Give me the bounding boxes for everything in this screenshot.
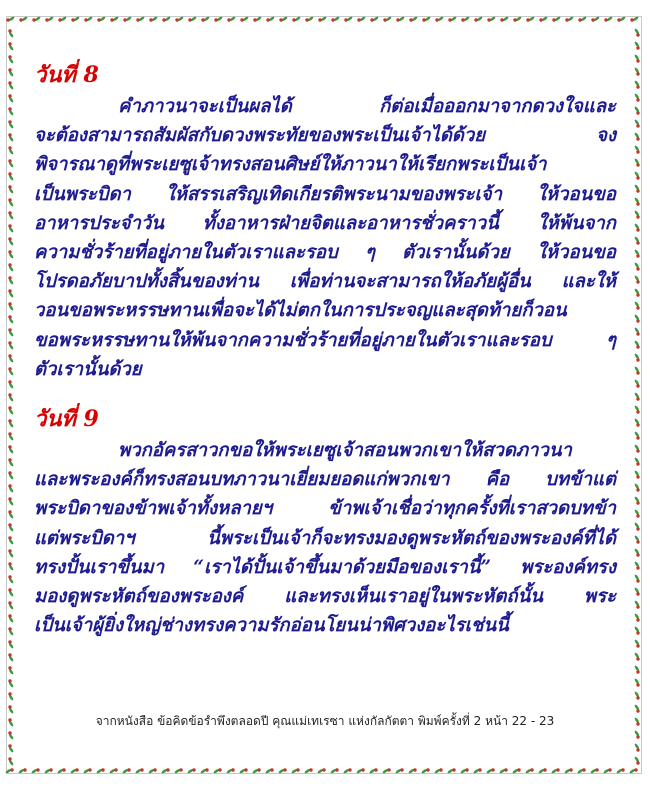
garland-motif: [8, 341, 14, 350]
garland-motif: [634, 600, 640, 609]
garland-motif: [226, 768, 235, 774]
garland-motif: [122, 768, 131, 774]
garland-motif: [57, 768, 66, 774]
garland-motif: [634, 158, 640, 167]
garland-motif: [8, 380, 14, 389]
garland-motif: [32, 16, 41, 22]
garland-motif: [31, 768, 40, 774]
garland-motif: [8, 159, 14, 168]
garland-motif: [8, 55, 14, 64]
section-heading: วันที่ 8: [34, 62, 99, 88]
garland-motif: [634, 574, 640, 583]
garland-motif: [5, 768, 14, 774]
garland-motif: [240, 16, 249, 22]
garland-motif: [8, 315, 14, 324]
garland-motif: [8, 458, 14, 467]
garland-motif: [617, 16, 626, 22]
garland-motif: [634, 626, 640, 635]
garland-motif: [634, 197, 640, 206]
garland-motif: [395, 768, 404, 774]
garland-motif: [162, 16, 171, 22]
garland-motif: [214, 16, 223, 22]
garland-motif: [634, 509, 640, 518]
garland-motif: [317, 768, 326, 774]
garland-motif: [634, 262, 640, 271]
garland-motif: [486, 768, 495, 774]
paragraph-line: ความชั่วร้ายที่อยู่ภายในตัวเราและรอบ ๆ ตัวเรานั้นด้วย ให้วอนขอ: [34, 242, 616, 264]
garland-motif: [291, 768, 300, 774]
garland-motif: [8, 172, 14, 181]
garland-motif: [8, 328, 14, 337]
garland-motif: [8, 250, 14, 259]
garland-motif: [279, 16, 288, 22]
garland-motif: [8, 614, 14, 623]
garland-motif: [408, 768, 417, 774]
garland-motif: [8, 497, 14, 506]
garland-motif: [539, 16, 548, 22]
garland-motif: [175, 16, 184, 22]
garland-motif: [8, 81, 14, 90]
paragraph-line: พระบิดาของข้าพเจ้าทั้งหลายฯ ข้าพเจ้าเชื่อว่าทุกครั้งที่เราสวดบทข้า: [34, 498, 616, 520]
garland-motif: [148, 768, 157, 774]
garland-motif: [634, 665, 640, 674]
garland-motif: [500, 16, 509, 22]
garland-motif: [552, 16, 561, 22]
garland-motif: [83, 768, 92, 774]
garland-motif: [634, 340, 640, 349]
garland-motif: [136, 16, 145, 22]
garland-motif: [8, 263, 14, 272]
garland-motif: [96, 768, 105, 774]
garland-motif: [8, 757, 14, 766]
garland-motif: [604, 16, 613, 22]
garland-motif: [6, 16, 15, 22]
garland-motif: [499, 768, 508, 774]
garland-motif: [45, 16, 54, 22]
garland-motif: [135, 768, 144, 774]
garland-motif: [526, 16, 535, 22]
garland-motif: [409, 16, 418, 22]
garland-motif: [565, 16, 574, 22]
garland-motif: [577, 768, 586, 774]
garland-motif: [200, 768, 209, 774]
garland-motif: [8, 42, 14, 51]
section-paragraph: [34, 92, 616, 384]
garland-motif: [634, 171, 640, 180]
garland-motif: [422, 16, 431, 22]
garland-motif: [512, 768, 521, 774]
garland-motif: [8, 562, 14, 571]
garland-motif: [634, 678, 640, 687]
garland-motif: [8, 445, 14, 454]
garland-motif: [525, 768, 534, 774]
garland-motif: [149, 16, 158, 22]
garland-motif: [634, 561, 640, 570]
garland-motif: [8, 731, 14, 740]
garland-motif: [84, 16, 93, 22]
garland-motif: [8, 536, 14, 545]
garland-motif: [634, 80, 640, 89]
paragraph-line: คำภาวนาจะเป็นผลได้ ก็ต่อเมื่อออกมาจากดวงใจและ: [118, 96, 616, 117]
garland-motif: [331, 16, 340, 22]
garland-motif: [8, 640, 14, 649]
garland-motif: [551, 768, 560, 774]
garland-motif: [343, 768, 352, 774]
garland-motif: [634, 54, 640, 63]
garland-motif: [634, 327, 640, 336]
garland-motif: [253, 16, 262, 22]
garland-motif: [396, 16, 405, 22]
garland-motif: [634, 730, 640, 739]
garland-motif: [8, 224, 14, 233]
garland-motif: [590, 768, 599, 774]
garland-motif: [634, 652, 640, 661]
garland-motif: [474, 16, 483, 22]
garland-motif: [634, 587, 640, 596]
garland-motif: [8, 289, 14, 298]
garland-motif: [292, 16, 301, 22]
garland-motif: [8, 107, 14, 116]
garland-motif: [634, 483, 640, 492]
garland-motif: [8, 276, 14, 285]
garland-motif: [616, 768, 625, 774]
paragraph-line: วอนขอพระหรรษทานเพื่อจะได้ไม่ตกในการประจญและสุดท้ายก็วอน: [34, 300, 567, 322]
paragraph-line: มองดูพระหัตถ์ของพระองค์ และทรงเห็นเราอยู่ในพระหัตถ์นั้น พระ: [34, 586, 616, 608]
garland-motif: [564, 768, 573, 774]
paragraph-line: เป็นเจ้าผู้ยิ่งใหญ่ช่างทรงความรักอ่อนโยนน่าพิศวงอะไรเช่นนี้: [34, 615, 509, 637]
garland-motif: [435, 16, 444, 22]
garland-motif: [201, 16, 210, 22]
garland-motif: [8, 29, 14, 38]
garland-motif: [460, 768, 469, 774]
garland-motif: [634, 28, 640, 37]
garland-motif: [161, 768, 170, 774]
garland-motif: [634, 418, 640, 427]
garland-motif: [8, 549, 14, 558]
garland-motif: [8, 419, 14, 428]
paragraph-line: จะต้องสามารถสัมผัสกับดวงพระทัยของพระเป็นเจ้าได้ด้วย จง: [34, 125, 616, 147]
garland-motif: [8, 471, 14, 480]
garland-motif: [634, 548, 640, 557]
garland-motif: [8, 302, 14, 311]
garland-motif: [8, 406, 14, 415]
garland-motif: [634, 691, 640, 700]
garland-motif: [265, 768, 274, 774]
garland-motif: [8, 94, 14, 103]
paragraph-line: แต่พระบิดาฯ นี้พระเป็นเจ้าก็จะทรงมองดูพระหัตถ์ของพระองค์ที่ได้: [34, 527, 616, 549]
garland-motif: [8, 653, 14, 662]
garland-motif: [634, 275, 640, 284]
garland-motif: [634, 366, 640, 375]
garland-motif: [213, 768, 222, 774]
garland-motif: [357, 16, 366, 22]
garland-motif: [487, 16, 496, 22]
garland-motif: [634, 93, 640, 102]
garland-motif: [634, 314, 640, 323]
garland-motif: [634, 184, 640, 193]
paragraph-line: โปรดอภัยบาปทั้งสิ้นของท่าน เพื่อท่านจะสามารถให้อภัยผู้อื่น และให้: [34, 271, 616, 293]
garland-motif: [8, 354, 14, 363]
garland-motif: [383, 16, 392, 22]
garland-motif: [8, 120, 14, 129]
garland-motif: [634, 392, 640, 401]
garland-motif: [187, 768, 196, 774]
garland-motif: [174, 768, 183, 774]
garland-motif: [434, 768, 443, 774]
garland-motif: [448, 16, 457, 22]
garland-motif: [8, 601, 14, 610]
section-heading: วันที่ 9: [34, 406, 99, 433]
paragraph-line: ตัวเรานั้นด้วย: [34, 358, 142, 380]
garland-motif: [634, 639, 640, 648]
garland-motif: [634, 535, 640, 544]
garland-motif: [8, 692, 14, 701]
garland-motif: [8, 237, 14, 246]
garland-motif: [634, 743, 640, 752]
paragraph-line: ขอพระหรรษทานให้พ้นจากความชั่วร้ายที่อยู่ภายในตัวเราและรอบ ๆ: [34, 329, 616, 351]
garland-motif: [8, 523, 14, 532]
garland-motif: [634, 132, 640, 141]
garland-motif: [8, 133, 14, 142]
section-paragraph: [34, 436, 616, 640]
garland-motif: [634, 67, 640, 76]
garland-motif: [634, 223, 640, 232]
paragraph-line: พิจารณาดูที่พระเยซูเจ้าทรงสอนศิษย์ให้ภาวนาให้เรียกพระเป็นเจ้า: [34, 154, 547, 176]
garland-motif: [8, 185, 14, 194]
garland-motif: [603, 768, 612, 774]
garland-motif: [8, 393, 14, 402]
garland-motif: [278, 768, 287, 774]
garland-motif: [305, 16, 314, 22]
section-day-8: [34, 60, 616, 384]
garland-motif: [8, 198, 14, 207]
garland-motif: [8, 744, 14, 753]
garland-motif: [58, 16, 67, 22]
garland-motif: [8, 367, 14, 376]
garland-motif: [356, 768, 365, 774]
garland-motif: [8, 484, 14, 493]
garland-motif: [19, 16, 28, 22]
paragraph-line: ทรงปั้นเราขึ้นมา “เราได้ปั้นเจ้าขึ้นมาด้วยมือของเรานี้” พระองค์ทรง: [34, 556, 616, 578]
paragraph-line: เป็นพระบิดา ให้สรรเสริญเทิดเกียรติพระนามของพระเจ้า ให้วอนขอ: [34, 183, 616, 205]
garland-motif: [634, 496, 640, 505]
garland-motif: [634, 145, 640, 154]
garland-motif: [188, 16, 197, 22]
garland-motif: [447, 768, 456, 774]
garland-motif: [591, 16, 600, 22]
garland-motif: [97, 16, 106, 22]
garland-motif: [634, 249, 640, 258]
garland-motif: [421, 768, 430, 774]
section-day-9: [34, 404, 616, 640]
garland-motif: [18, 768, 27, 774]
garland-motif: [304, 768, 313, 774]
garland-motif: [266, 16, 275, 22]
garland-motif: [227, 16, 236, 22]
garland-motif: [370, 16, 379, 22]
garland-motif: [344, 16, 353, 22]
garland-motif: [8, 432, 14, 441]
garland-motif: [513, 16, 522, 22]
garland-motif: [8, 588, 14, 597]
garland-motif: [578, 16, 587, 22]
garland-motif: [239, 768, 248, 774]
garland-motif: [634, 106, 640, 115]
garland-motif: [110, 16, 119, 22]
garland-motif: [634, 470, 640, 479]
garland-motif: [634, 444, 640, 453]
garland-motif: [634, 522, 640, 531]
garland-motif: [634, 405, 640, 414]
garland-motif: [71, 16, 80, 22]
paragraph-line: อาหารประจำวัน ทั้งอาหารฝ่ายจิตและอาหารชั่วคราวนี้ ให้พ้นจาก: [34, 212, 616, 234]
garland-motif: [8, 679, 14, 688]
garland-motif: [8, 575, 14, 584]
garland-motif: [630, 16, 639, 22]
garland-motif: [382, 768, 391, 774]
garland-motif: [109, 768, 118, 774]
document-body: [34, 60, 616, 640]
garland-motif: [252, 768, 261, 774]
garland-motif: [369, 768, 378, 774]
garland-motif: [330, 768, 339, 774]
garland-motif: [44, 768, 53, 774]
garland-motif: [634, 613, 640, 622]
garland-motif: [634, 41, 640, 50]
garland-motif: [634, 301, 640, 310]
garland-motif: [70, 768, 79, 774]
source-footer: จากหนังสือ ข้อคิดข้อรำพึงตลอดปี คุณแม่เทเรซา แห่งกัลกัตตา พิมพ์ครั้งที่ 2 หน้า 22 - 23: [95, 714, 555, 728]
paragraph-line: และพระองค์ก็ทรงสอนบทภาวนาเยี่ยมยอดแก่พวกเขา คือ บทข้าแต่: [34, 469, 616, 491]
garland-motif: [8, 510, 14, 519]
garland-motif: [8, 666, 14, 675]
garland-motif: [634, 288, 640, 297]
garland-motif: [8, 627, 14, 636]
garland-motif: [8, 68, 14, 77]
garland-motif: [123, 16, 132, 22]
paragraph-line: พวกอัครสาวกขอให้พระเยซูเจ้าสอนพวกเขาให้สวดภาวนา: [118, 440, 572, 462]
garland-motif: [8, 146, 14, 155]
garland-motif: [473, 768, 482, 774]
garland-motif: [634, 457, 640, 466]
garland-motif: [634, 431, 640, 440]
garland-motif: [8, 211, 14, 220]
garland-motif: [634, 236, 640, 245]
garland-motif: [634, 379, 640, 388]
garland-motif: [538, 768, 547, 774]
garland-motif: [634, 119, 640, 128]
garland-motif: [634, 756, 640, 765]
garland-motif: [634, 210, 640, 219]
garland-motif: [461, 16, 470, 22]
garland-motif: [318, 16, 327, 22]
garland-motif: [634, 353, 640, 362]
garland-motif: [629, 768, 638, 774]
